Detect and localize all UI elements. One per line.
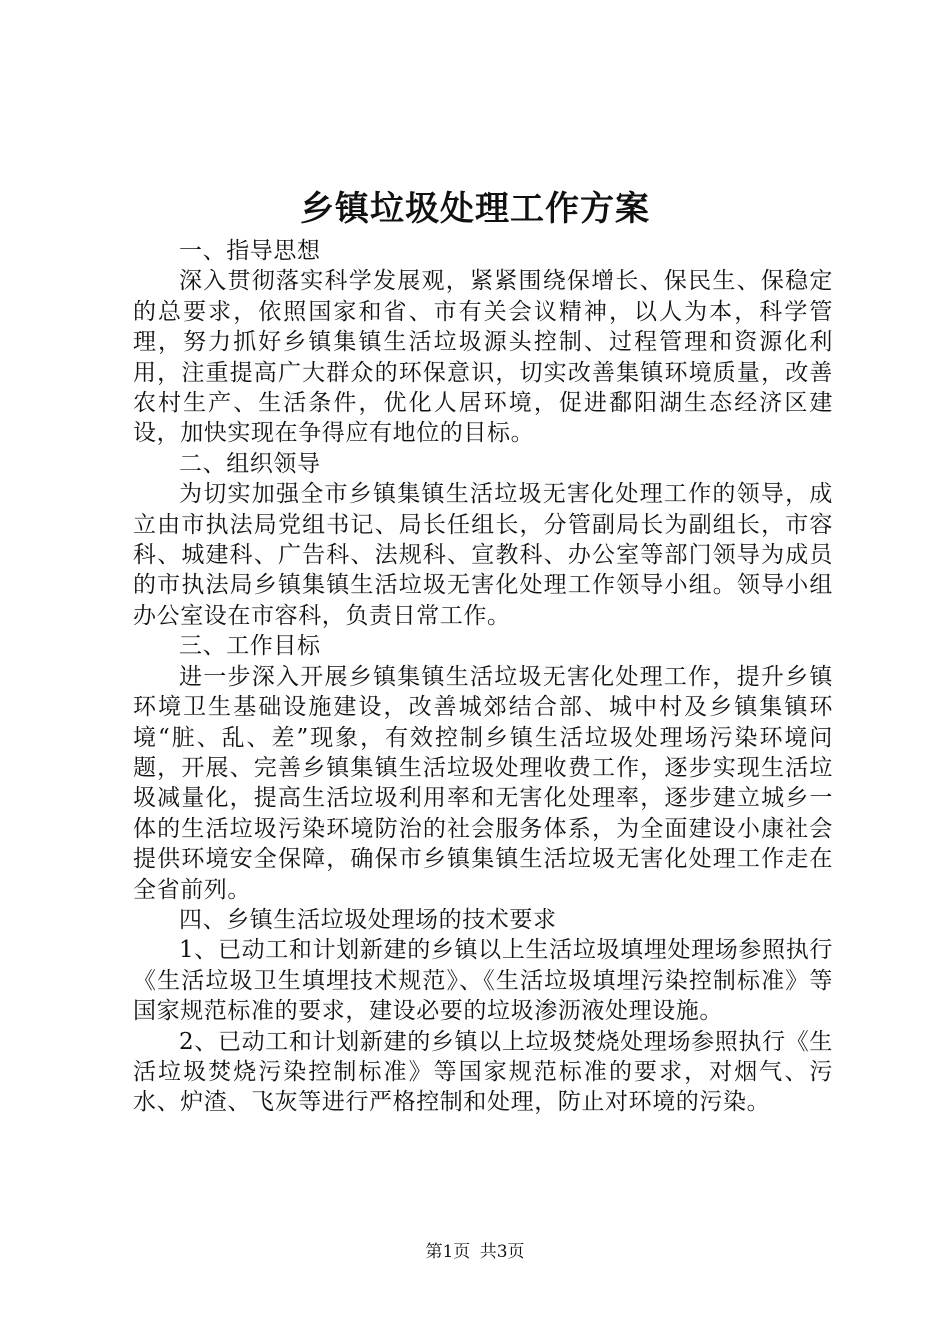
document-body	[133, 236, 833, 1118]
page-number: 第1页	[425, 1242, 471, 1262]
section-heading-organization: 二、组织领导	[179, 450, 321, 477]
paragraph-guiding-ideology: 深入贯彻落实科学发展观，紧紧围绕保增长、保民生、保稳定的总要求，依照国家和省、市有关会议精神，以人为本，科学管理，努力抓好乡镇集镇生活垃圾源头控制、过程管理和资源化利用，注重提高广大群众的环保意识，切实改善集镇环境质量，改善农村生产、生活条件，优化人居环境，促进鄱阳湖生态经济区建设，加快实现在争得应有地位的目标。	[133, 268, 833, 447]
paragraph-organization: 为切实加强全市乡镇集镇生活垃圾无害化处理工作的领导，成立由市执法局党组书记、局长任组长，分管副局长为副组长，市容科、城建科、广告科、法规科、宣教科、办公室等部门领导为成员的市执法局乡镇集镇生活垃圾无害化处理工作领导小组。领导小组办公室设在市容科，负责日常工作。	[133, 481, 833, 629]
document-title: 乡镇垃圾处理工作方案	[300, 189, 650, 229]
paragraph-work-goals: 进一步深入开展乡镇集镇生活垃圾无害化处理工作，提升乡镇环境卫生基础设施建设，改善城郊结合部、城中村及乡镇集镇环境“脏、乱、差”现象，有效控制乡镇生活垃圾处理场污染环境问题，开展、完善乡镇集镇生活垃圾处理收费工作，逐步实现生活垃圾减量化，提高生活垃圾利用率和无害化处理率，逐步建立城乡一体的生活垃圾污染环境防治的社会服务体系，为全面建设小康社会提供环境安全保障，确保市乡镇集镇生活垃圾无害化处理工作走在全省前列。	[133, 663, 833, 903]
section-heading-work-goals: 三、工作目标	[179, 633, 321, 660]
section-heading-guiding-ideology: 一、指导思想	[179, 238, 321, 264]
paragraph-landfill-requirements: 1、已动工和计划新建的乡镇以上生活垃圾填埋处理场参照执行《生活垃圾卫生填埋技术规范》、《生活垃圾填埋污染控制标准》等国家规范标准的要求，建设必要的垃圾渗沥液处理设施。	[133, 937, 833, 1025]
section-heading-technical-requirements: 四、乡镇生活垃圾处理场的技术要求	[179, 906, 557, 933]
page-total: 共3页	[479, 1242, 525, 1262]
page-footer	[0, 1241, 950, 1263]
paragraph-incineration-requirements: 2、已动工和计划新建的乡镇以上垃圾焚烧处理场参照执行《生活垃圾焚烧污染控制标准》等国家规范标准的要求，对烟气、污水、炉渣、飞灰等进行严格控制和处理，防止对环境的污染。	[133, 1028, 833, 1116]
